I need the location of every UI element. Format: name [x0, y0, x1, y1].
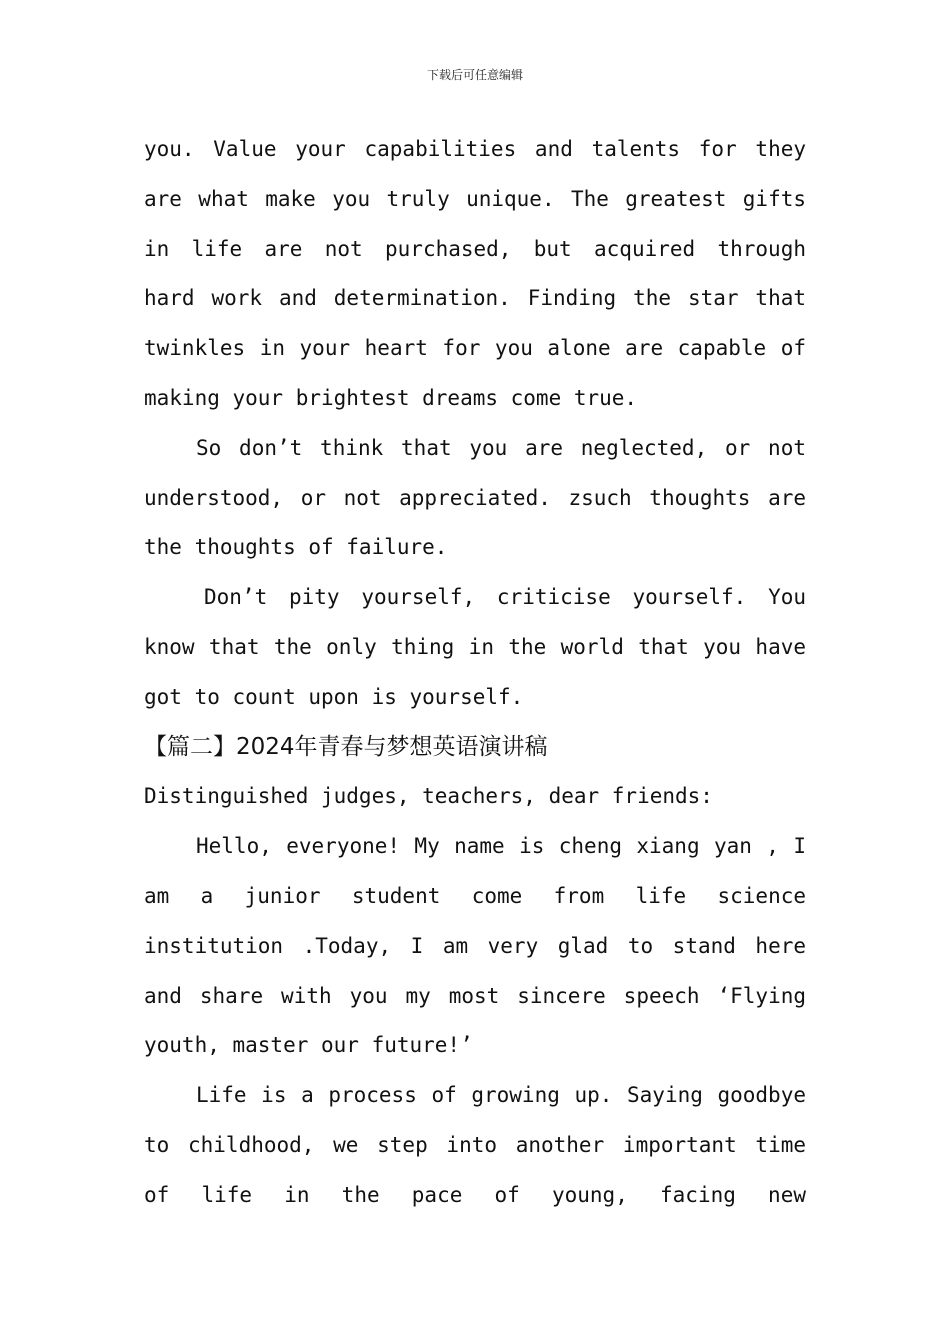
text-line: to childhood, we step into another important time — [144, 1132, 806, 1157]
text-line: got to count upon is yourself. — [144, 684, 524, 709]
text-line: So don’t think that you are neglected, or not — [196, 435, 806, 460]
page-header: 下载后可任意编辑 — [426, 68, 523, 82]
text-line: you. Value your capabilities and talents for they — [144, 137, 806, 161]
section-heading: 【篇二】2024年青春与梦想英语演讲稿 — [144, 733, 548, 760]
text-line: Life is a process of growing up. Saying goodbye — [196, 1083, 806, 1108]
text-line: the thoughts of failure. — [144, 535, 448, 560]
text-line: Distinguished judges, teachers, dear friends: — [144, 784, 713, 809]
document-body — [144, 125, 806, 1221]
text-line: are what make you truly unique. The greatest gifts — [144, 186, 806, 211]
text-line: youth, master our future!’ — [144, 1033, 473, 1058]
text-line: and share with you my most sincere speech ‘Flying — [144, 983, 806, 1008]
text-line: institution .Today, I am very glad to stand here — [144, 933, 806, 958]
text-line: am a junior student come from life science — [144, 883, 806, 908]
text-line: Don’t pity yourself, criticise yourself. You — [204, 585, 806, 610]
text-line: Hello, everyone! My name is cheng xiang yan , I — [196, 834, 806, 859]
text-line: understood, or not appreciated. zsuch thoughts are — [144, 485, 806, 510]
text-line: twinkles in your heart for you alone are capable of — [144, 336, 806, 361]
text-line: know that the only thing in the world that you have — [144, 634, 806, 659]
text-line: in life are not purchased, but acquired through — [144, 236, 806, 261]
text-line: making your brightest dreams come true. — [144, 385, 638, 410]
text-line: of life in the pace of young, facing new — [144, 1182, 806, 1207]
text-line: hard work and determination. Finding the star that — [144, 286, 806, 311]
